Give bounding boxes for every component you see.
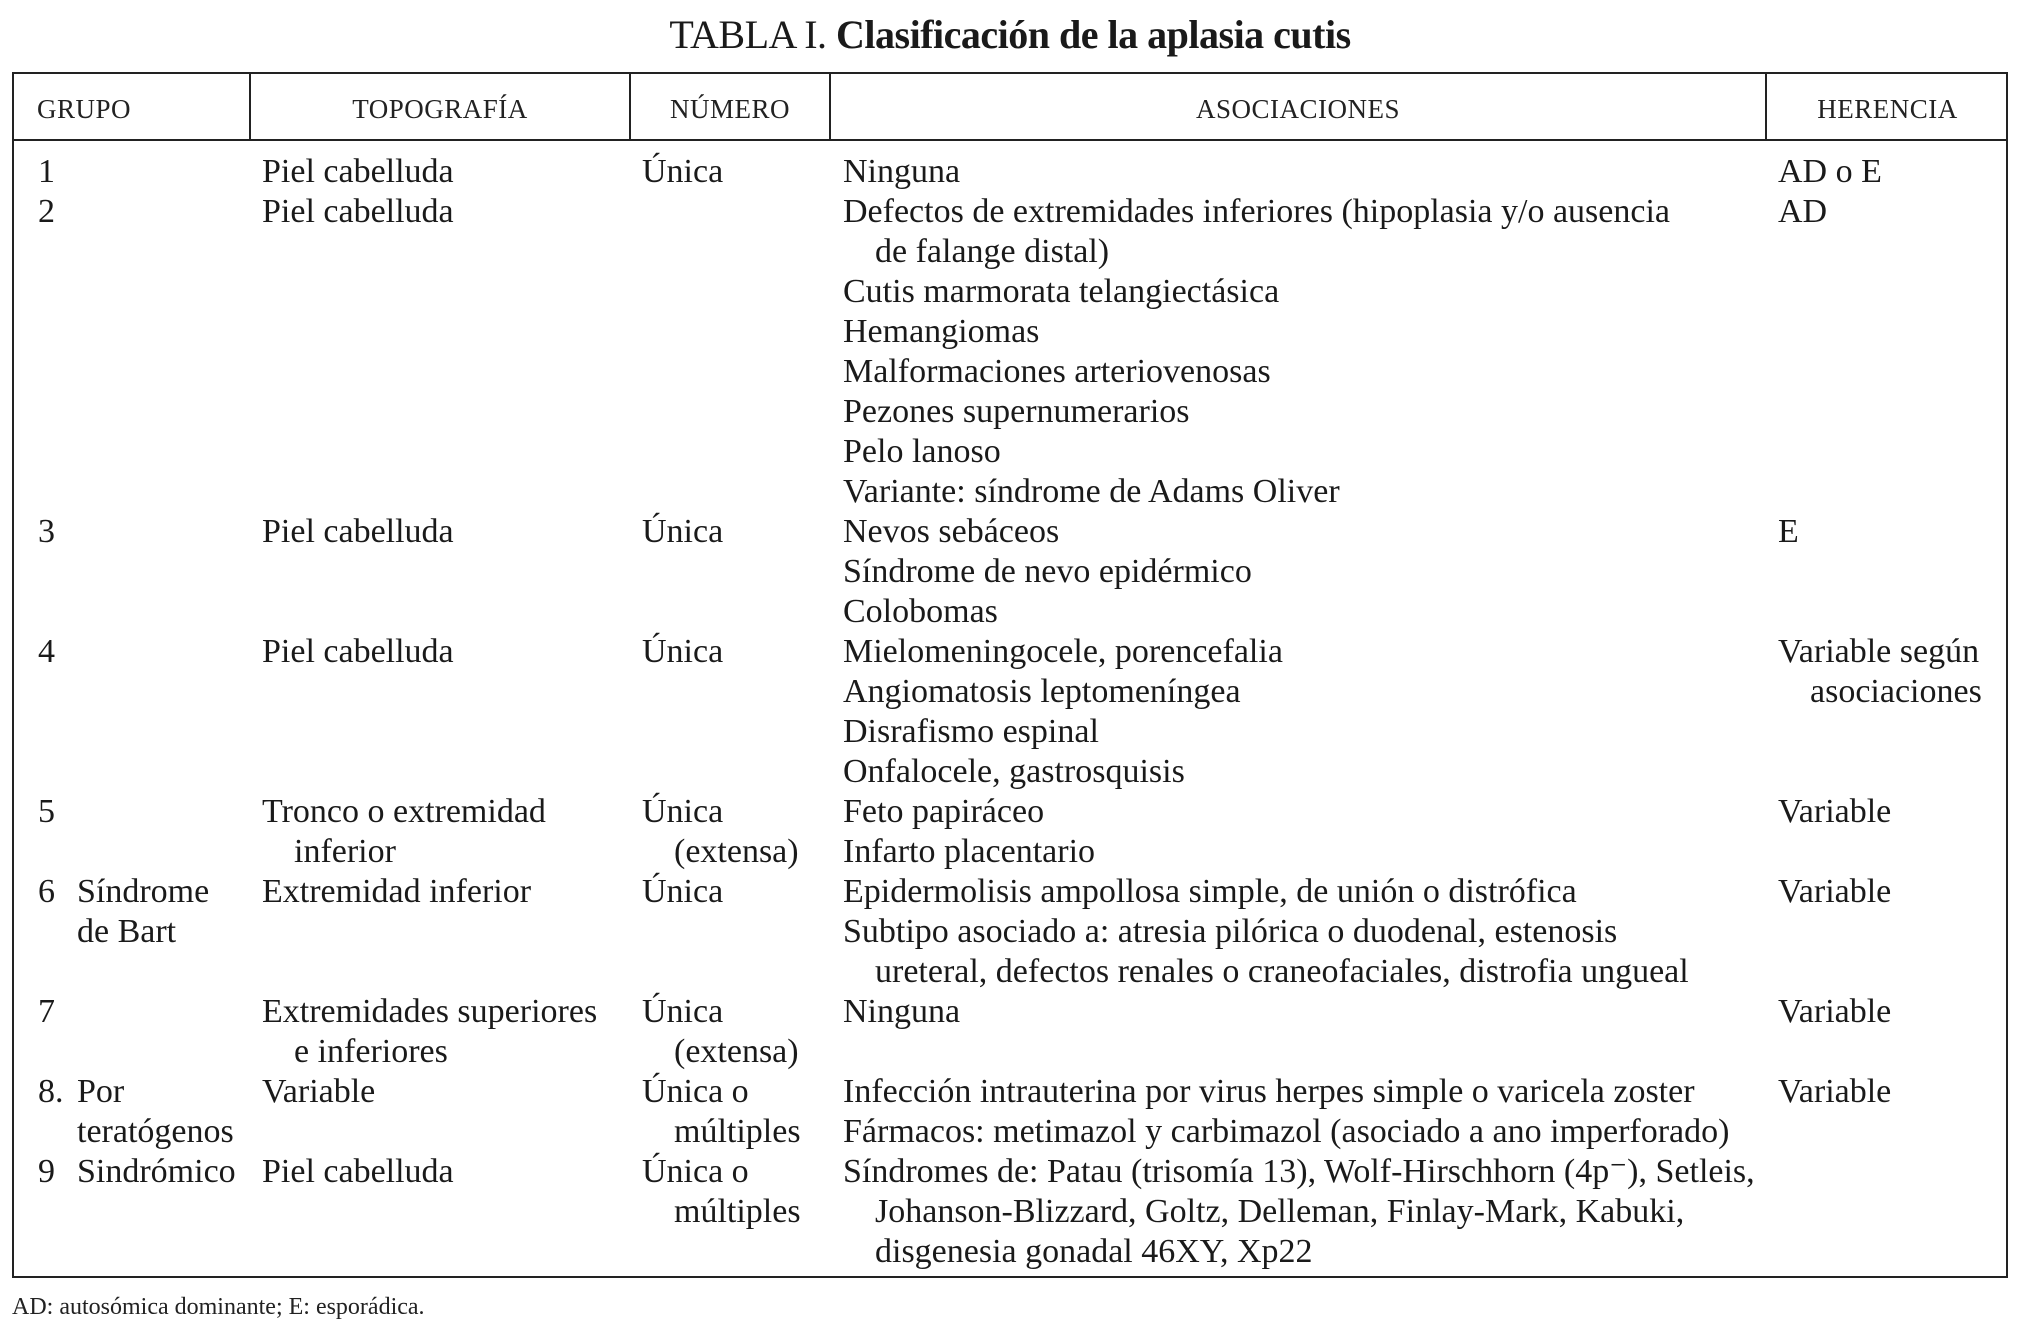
numero-9: Única o <box>642 1153 749 1190</box>
herencia-7: Variable <box>1778 993 1892 1030</box>
herencia-3: E <box>1778 513 1799 550</box>
grupo-6-name: Síndrome <box>77 873 210 910</box>
asociacion-2-5: Pezones supernumerarios <box>843 393 1190 430</box>
topografia-4: Piel cabelluda <box>262 633 454 670</box>
numero-4: Única <box>642 633 724 670</box>
asociacion-4-4: Onfalocele, gastrosquisis <box>843 753 1185 790</box>
grupo-9-name: Sindrómico <box>77 1153 236 1190</box>
asociacion-9-1-cont2: disgenesia gonadal 46XY, Xp22 <box>875 1233 1313 1270</box>
topografia-5: Tronco o extremidad <box>262 793 546 830</box>
asociacion-3-1: Nevos sebáceos <box>843 513 1060 550</box>
topografia-6: Extremidad inferior <box>262 873 532 910</box>
grupo-6-name-cont: de Bart <box>77 913 177 950</box>
topografia-8: Variable <box>262 1073 376 1110</box>
grupo-6: 6 <box>38 873 55 910</box>
asociacion-9-1-cont: Johanson-Blizzard, Goltz, Delleman, Finlay-Mark, Kabuki, <box>875 1193 1685 1230</box>
numero-7: Única <box>642 993 724 1030</box>
topografia-5-cont: inferior <box>294 833 396 870</box>
asociacion-2-3: Hemangiomas <box>843 313 1040 350</box>
asociacion-9-1: Síndromes de: Patau (trisomía 13), Wolf-Hirschhorn (4p⁻), Setleis, <box>843 1153 1755 1190</box>
asociacion-5-1: Feto papiráceo <box>843 793 1045 830</box>
topografia-7: Extremidades superiores <box>262 993 598 1030</box>
header-topografia: TOPOGRAFÍA <box>352 94 528 124</box>
grupo-2: 2 <box>38 193 55 230</box>
numero-5-cont: (extensa) <box>674 833 799 870</box>
grupo-1: 1 <box>38 153 55 190</box>
grupo-9: 9 <box>38 1153 55 1190</box>
asociacion-3-2: Síndrome de nevo epidérmico <box>843 553 1252 590</box>
table-footnote: AD: autosómica dominante; E: esporádica. <box>12 1294 425 1320</box>
herencia-1: AD o E <box>1778 153 1882 190</box>
grupo-8: 8. <box>38 1073 64 1110</box>
numero-8: Única o <box>642 1073 749 1110</box>
asociacion-5-2: Infarto placentario <box>843 833 1096 870</box>
asociacion-2-6: Pelo lanoso <box>843 433 1001 470</box>
header-numero: NÚMERO <box>669 94 790 124</box>
asociacion-1-1: Ninguna <box>843 153 961 190</box>
numero-5: Única <box>642 793 724 830</box>
grupo-8-name: Por <box>77 1073 125 1110</box>
grupo-4: 4 <box>38 633 55 670</box>
header-herencia: HERENCIA <box>1817 94 1958 124</box>
numero-1: Única <box>642 153 724 190</box>
header-grupo: GRUPO <box>37 94 132 124</box>
asociacion-4-2: Angiomatosis leptomeníngea <box>843 673 1241 710</box>
table-title-prefix: TABLA I. <box>669 12 827 57</box>
topografia-2: Piel cabelluda <box>262 193 454 230</box>
asociacion-7-1: Ninguna <box>843 993 961 1030</box>
table-title-main: Clasificación de la aplasia cutis <box>836 12 1351 57</box>
topografia-1: Piel cabelluda <box>262 153 454 190</box>
asociacion-8-1: Infección intrauterina por virus herpes simple o varicela zoster <box>843 1073 1695 1110</box>
header-asociaciones: ASOCIACIONES <box>1195 94 1401 124</box>
numero-9-cont: múltiples <box>674 1193 801 1230</box>
asociacion-4-3: Disrafismo espinal <box>843 713 1099 750</box>
grupo-5: 5 <box>38 793 55 830</box>
herencia-4: Variable según <box>1778 633 1980 670</box>
numero-8-cont: múltiples <box>674 1113 801 1150</box>
grupo-7: 7 <box>38 993 55 1030</box>
herencia-2: AD <box>1778 193 1828 230</box>
asociacion-2-1: Defectos de extremidades inferiores (hipoplasia y/o ausencia <box>843 193 1671 230</box>
herencia-8: Variable <box>1778 1073 1892 1110</box>
numero-6: Única <box>642 873 724 910</box>
herencia-6: Variable <box>1778 873 1892 910</box>
asociacion-4-1: Mielomeningocele, porencefalia <box>843 633 1283 670</box>
asociacion-2-2: Cutis marmorata telangiectásica <box>843 273 1280 310</box>
asociacion-3-3: Colobomas <box>843 593 998 630</box>
asociacion-6-1: Epidermolisis ampollosa simple, de unión o distrófica <box>843 873 1577 910</box>
grupo-8-name-cont: teratógenos <box>77 1113 234 1150</box>
topografia-3: Piel cabelluda <box>262 513 454 550</box>
grupo-3: 3 <box>38 513 55 550</box>
herencia-5: Variable <box>1778 793 1892 830</box>
asociacion-2-7: Variante: síndrome de Adams Oliver <box>843 473 1340 510</box>
asociacion-2-1-cont: de falange distal) <box>875 233 1110 270</box>
herencia-4-cont: asociaciones <box>1810 673 1982 710</box>
topografia-9: Piel cabelluda <box>262 1153 454 1190</box>
asociacion-2-4: Malformaciones arteriovenosas <box>843 353 1271 390</box>
asociacion-8-2: Fármacos: metimazol y carbimazol (asociado a ano imperforado) <box>843 1113 1730 1150</box>
numero-7-cont: (extensa) <box>674 1033 799 1070</box>
topografia-7-cont: e inferiores <box>294 1033 448 1070</box>
asociacion-6-2: Subtipo asociado a: atresia pilórica o duodenal, estenosis <box>843 913 1618 950</box>
header-divider <box>12 139 2008 141</box>
numero-3: Única <box>642 513 724 550</box>
asociacion-6-2-cont: ureteral, defectos renales o craneofaciales, distrofia ungueal <box>875 953 1689 990</box>
table-title <box>0 8 2020 62</box>
